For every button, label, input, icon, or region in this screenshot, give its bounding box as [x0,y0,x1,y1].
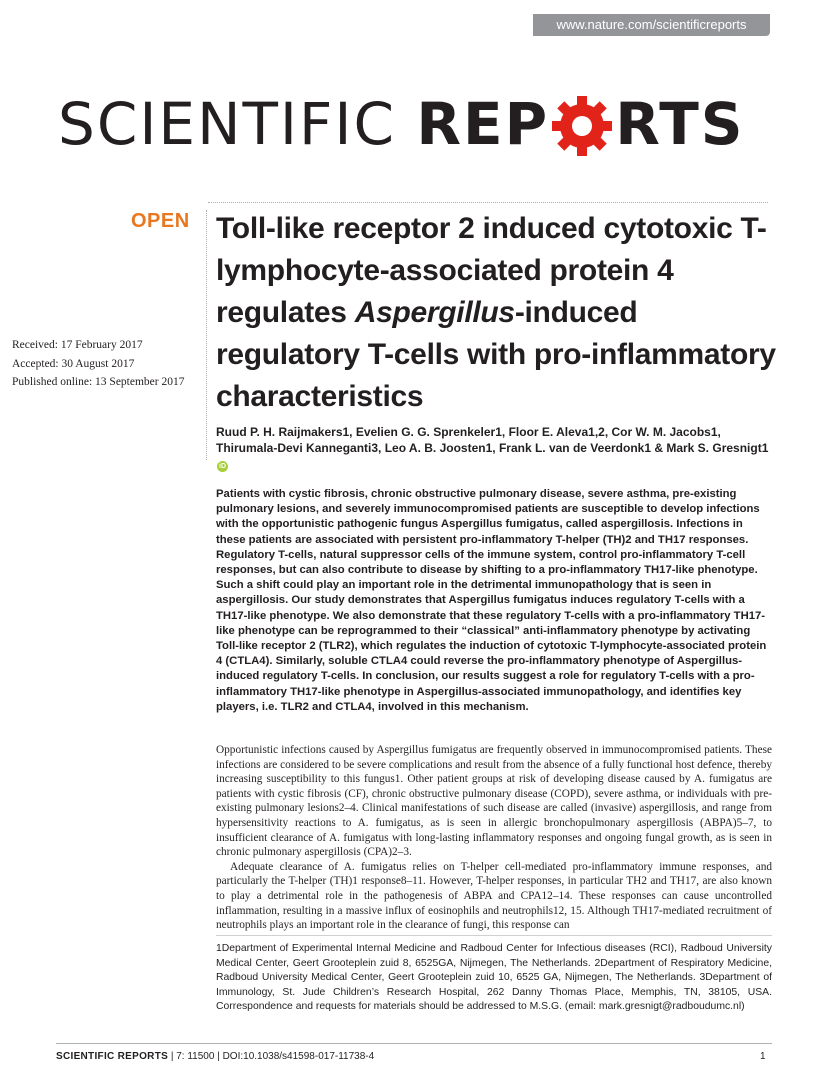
gear-logo-icon [549,88,615,160]
received-date: Received: 17 February 2017 [12,339,143,351]
journal-url[interactable]: www.nature.com/scientificreports [533,14,770,36]
abstract: Patients with cystic fibrosis, chronic obstructive pulmonary disease, severe asthma, pre-existing pulmonary lesions, and severely immunocompromised patients are susceptible to develop infections with the opportunistic pathogenic fungus Aspergillus fumigatus, called aspergillosis. Infections in these patients are associated with persistent pro-inflammatory T-helper (TH)2 and TH17 responses. Regulatory T-cells, natural suppressor cells of the immune system, control pro-inflammatory T-cell responses, but can also contribute to disease by shifting to a pro-inflammatory TH17-like phenotype. Such a shift could play an important role in the detrimental immunopathology that is seen in aspergillosis. Our study demonstrates that Aspergillus fumigatus induces regulatory T-cells with a TH17-like phenotype. We also demonstrate that these regulatory T-cells with a pro-inflammatory TH17-like phenotype can be reprogrammed to their “classical” anti-inflammatory phenotype by activating Toll-like receptor 2 (TLR2), which regulates the induction of cytotoxic T-lymphocyte-associated protein 4 (CTLA4). Similarly, soluble CTLA4 could reverse the pro-inflammatory phenotype of Aspergillus-induced regulatory T-cells. In conclusion, our results suggest a role for regulatory T-cells with a pro-inflammatory TH17-like phenotype in Aspergillus-associated immunopathology, and identifies key players, i.e. TLR2 and CTLA4, involved in this mechanism. [216,488,767,713]
header-divider [208,202,768,203]
footer-journal: SCIENTIFIC REPORTS [56,1051,169,1062]
affiliation-divider [216,935,772,936]
footer-citation [56,1051,374,1062]
accepted-date: Accepted: 30 August 2017 [12,357,135,370]
title-divider [206,210,207,460]
orcid-icon[interactable]: iD [219,463,226,470]
journal-name-bold-b: RTS [615,90,745,158]
footer-divider [56,1043,772,1044]
footer-doi[interactable]: | 7: 11500 | DOI:10.1038/s41598-017-11738-4 [170,1051,375,1062]
journal-name-bold-a: REP [416,90,550,158]
journal-masthead [58,88,778,188]
author-list [216,425,776,472]
title-part-b: -induced regulatory T-cells with pro-inflammatory characteristics [216,296,776,413]
open-access-label: OPEN [131,210,190,232]
title-part-a: Toll-like receptor 2 induced cytotoxic T-lymphocyte-associated protein 4 regulates [216,212,767,329]
article-title [216,208,776,418]
body-paragraph-2: Adequate clearance of A. fumigatus relies on T-helper cell-mediated pro-inflammatory immune responses, and particularly the T-helper (TH)1 response8–11. However, T-helper responses, in particular TH2 and TH17, are also known to play a detrimental role in the pathogenesis of ABPA and CPA12–14. These responses can cause uncontrolled inflammation, resulting in a massive influx of eosinophils and neutrophils12, 15. Although TH17-mediated recruitment of neutrophils plays an important role in the clearance of fungi, this response can [216,860,772,932]
title-part-italic: Aspergillus [354,296,515,329]
article-dates [12,336,202,392]
page-number: 1 [760,1051,766,1062]
journal-name-light: SCIENTIFIC [58,90,396,158]
body-paragraph-1: Opportunistic infections caused by Aspergillus fumigatus are frequently observed in immunocompromised patients. These infections are considered to be severe complications and result from the absence of a fully functional host defence, thereby increasing susceptibility to this fungus1. Other patient groups at risk of developing disease caused by A. fumigatus are patients with cystic fibrosis (CF), chronic obstructive pulmonary disease (COPD), severe asthma, or individuals with pre-existing pulmonary lesions2–4. Clinical manifestations of such disease are called (invasive) aspergillosis, and range from hypersensitivity reactions to A. fumigatus, as is seen in allergic bronchopulmonary aspergillosis (ABPA)5–7, to insufficient clearance of A. fumigatus with long-lasting inflammatory responses and ongoing fungal growth, as is seen in chronic pulmonary aspergillosis (CPA)2–3. [216,744,772,859]
article-body [216,743,772,933]
authors-text: Ruud P. H. Raijmakers1, Evelien G. G. Sprenkeler1, Floor E. Aleva1,2, Cor W. M. Jacobs1, Thirumala-Devi Kanneganti3, Leo A. B. Joosten1, Frank L. van de Veerdonk1 & Mark S. Gresnigt1 [216,425,769,455]
published-date: Published online: 13 September 2017 [12,376,185,388]
affiliations: 1Department of Experimental Internal Medicine and Radboud Center for Infectious diseases (RCI), Radboud University Medical Center, Geert Grooteplein zuid 8, 6525GA, Nijmegen, The Netherlands. 2Department of Respiratory Medicine, Radboud University Medical Center, Geert Grooteplein zuid 10, 6525 GA, Nijmegen, The Netherlands. 3Department of Immunology, St. Jude Children’s Research Hospital, 262 Danny Thomas Place, Memphis, TN, 38105, USA. Correspondence and requests for materials should be addressed to M.S.G. (email: mark.gresnigt@radboudumc.nl) [216,943,772,1013]
